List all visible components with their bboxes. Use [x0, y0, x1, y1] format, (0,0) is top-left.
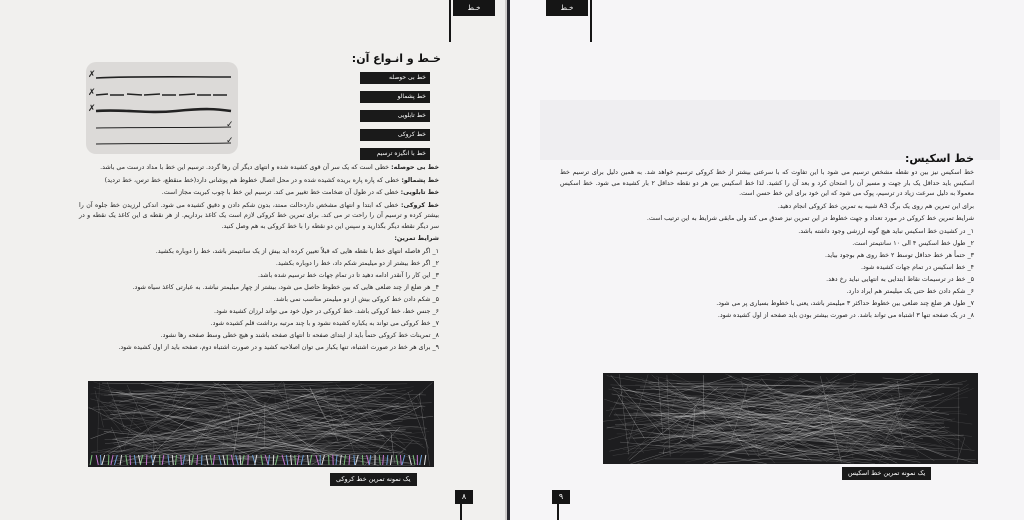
definition-paragraph [79, 163, 439, 174]
scribble-drawing [88, 381, 434, 467]
cross-mark-icon: ✗ [88, 88, 96, 98]
definition-text: خطی که در طول آن ضخامت خط تغییر می کند. ترسیم این خط با چوب کبریت مجاز است. [161, 189, 399, 196]
definition-term: خط کروکی: [401, 201, 439, 209]
line-type-label: خط پشمالو [360, 91, 430, 103]
hasty-line-sample [96, 77, 231, 78]
definition-paragraph [79, 201, 439, 233]
paragraph: شرایط تمرین خط کروکی در مورد تعداد و جهت خطوط در این تمرین نیز صدق می کند ولی مابقی شرایط به این ترتیب است. [646, 215, 974, 222]
hairy-line-sample [96, 94, 227, 95]
sketch-line-sample [96, 127, 231, 128]
list-item: ۲_ طول خط اسکیس ۴ الی ۱۰ سانتیمتر است. [852, 239, 974, 247]
paragraph: خط اسکیس نیز بین دو نقطه مشخص ترسیم می شود با این تفاوت که با سرعتی بیشتر از خط کروکی ترسیم خواهد شد. به همین دلیل برای ترسیم خط اسکیس باید حداقل یک بار جهت و مسیر آن را امتحان کرد و بعد آن را کشید. لذا خط اسکیس بین هر دو نقطه حداقل ۲ بار کشیده می شود. خط اسکیس معمولا به دلیل سرعت زیاد در ترسیم، پوک می شود که این خود برای این خط حسن است. [560, 169, 974, 197]
list-item: ۵_ خط در ترسیمات نقاط ابتدایی به انتهایی نباید رخ دهد. [826, 275, 974, 283]
definition-text: خطی که ابتدا و انتهای مشخص داردحالت ممتد، بدون شکم دادن و دقیق کشیده می شود. اندکی لرزیدن خط جلوه آن را بیشتر کرده و ترسیم آن را راحت تر می کند. برای تمرین خط کروکی لازم است یک کاغذ برداریم. از هر نقطه ی این کاغذ یک نقطه و در سر دیگر نقطه دیگر بگذارید و سپس این دو نقطه را با خط کروکی به هم وصل کنید. [79, 201, 439, 230]
line-type-label: خط بی حوصله [360, 72, 430, 84]
definition-text: خطی که پاره پاره بریده کشیده شده و در محل اتصال خطوط هم پوشانی دارد(خط منقطع، خط ترس، خط تردید) [104, 176, 400, 184]
right-page [510, 0, 1024, 520]
list-item: ۶_ شکم دادن خط حتی یک میلیمتر هم ایراد دارد. [846, 287, 974, 295]
line-type-label: خط با انگیزه ترسیم [360, 148, 430, 160]
list-item: ۴_ هر ضلع از چند ضلعی هایی که بین خطوط حاصل می شود، بیشتر از چهار میلیمتر نباشد. به عبارتی کاغذ سیاه شود. [132, 283, 439, 291]
scribble-drawing [603, 373, 978, 464]
line-type-label: خط تابلویی [360, 110, 430, 122]
chapter-tab: خـط [546, 0, 588, 16]
cross-mark-icon: ✗ [88, 70, 96, 80]
figure-caption: یک نمونه تمرین خط اسکیس [842, 467, 931, 480]
section-title: خـط و انـواع آن: [351, 52, 441, 65]
page-number: ۸ [455, 490, 473, 504]
list-item: ۹_ برای هر خط در صورت اشتباه، تنها یکبار می توان اصلاحیه کشید و در صورت اشتباه دوم، صفحه باید از اول کشیده شود. [118, 343, 439, 351]
definition-paragraph [79, 176, 439, 187]
list-item: ۷_ طول هر ضلع چند ضلعی بین خطوط حداکثر ۳ میلیمتر باشد، یعنی با خطوط بسیاری پر می شود. [716, 299, 974, 307]
conditions-list [560, 227, 974, 322]
check-mark-icon: ✓ [226, 120, 234, 130]
sketch-exercise-image [88, 381, 434, 467]
figure-caption: یک نمونه تمرین خط کروکی [330, 473, 417, 486]
sketch-exercise-image [603, 373, 978, 464]
list-item: ۱_ اگر فاصله انتهای خط با نقطه هایی که قبلاً تعیین کرده اید بیش از یک سانتیمتر باشد، خط را دوباره بکشید. [155, 247, 439, 255]
definition-term: خط بی حوصله: [391, 164, 439, 171]
left-page [0, 0, 507, 520]
definitions-block [79, 163, 439, 355]
list-item: ۳_ حتماً هر خط حداقل توسط ۲ خط روی هم بوجود بیاید. [825, 251, 974, 259]
definition-term: خط تابلویی: [400, 189, 439, 196]
line-type-label: خط کروکی [360, 129, 430, 141]
section-title: خط اسکیس: [905, 152, 974, 165]
definition-paragraph [79, 188, 439, 199]
line-types-illustration [86, 62, 238, 154]
list-item: ۳_ این کار را آنقدر ادامه دهید تا در تمام جهات خط ترسیم شده باشد. [258, 271, 439, 279]
motivated-line-sample [96, 143, 231, 144]
chapter-tab: خـط [453, 0, 495, 16]
definition-term: خط پشمالو: [401, 176, 439, 184]
definition-text: خطی است که یک سر آن قوی کشیده شده و انتهای دیگر آن رها گردد. ترسیم این خط با مداد درست می باشد. [100, 164, 390, 171]
cross-mark-icon: ✗ [88, 104, 96, 114]
sketch-line-text [560, 168, 974, 323]
check-mark-icon: ✓ [226, 136, 234, 146]
list-item: ۵_ شکم دادن خط کروکی بیش از دو میلیمتر مناسب نمی باشد. [273, 295, 439, 303]
line-samples-drawing [86, 62, 238, 154]
line-type-labels [360, 72, 430, 167]
list-item: ۸_ در یک صفحه تنها ۳ اشتباه می تواند باشد. در صورت بیشتر بودن باید صفحه از اول کشیده شود. [717, 311, 974, 319]
list-item: ۸_ تمرینات خط کروکی حتماً باید از ابتدای صفحه تا انتهای صفحه باشند و هیچ خطی وسط صفحه رها نشود. [160, 331, 439, 339]
page-number: ۹ [552, 490, 570, 504]
list-item: ۲_ اگر خط بیشتر از دو میلیمتر شکم داد، خط را دوباره بکشید. [275, 259, 439, 267]
watermark [540, 100, 1000, 160]
board-line-sample [96, 109, 231, 112]
list-item: ۴_ خط اسکیس در تمام جهات کشیده شود. [860, 263, 974, 271]
paragraph: برای این تمرین هم روی یک برگ A3 شبیه به تمرین خط کروکی انجام دهید. [777, 202, 974, 210]
list-item: ۱_ در کشیدن خط اسکیس نباید هیچ گونه لرزشی وجود داشته باشد. [798, 227, 974, 235]
conditions-list [79, 247, 439, 354]
list-item: ۷_ خط کروکی می تواند به یکباره کشیده نشود و با چند مرتبه برداشت قلم کشیده شود. [210, 319, 439, 327]
list-item: ۶_ جنس خط، خط کروکی باشد. خط کروکی در حول خود می تواند لرزان کشیده شود. [213, 307, 439, 315]
conditions-heading: شرایط تمرین: [394, 235, 439, 242]
